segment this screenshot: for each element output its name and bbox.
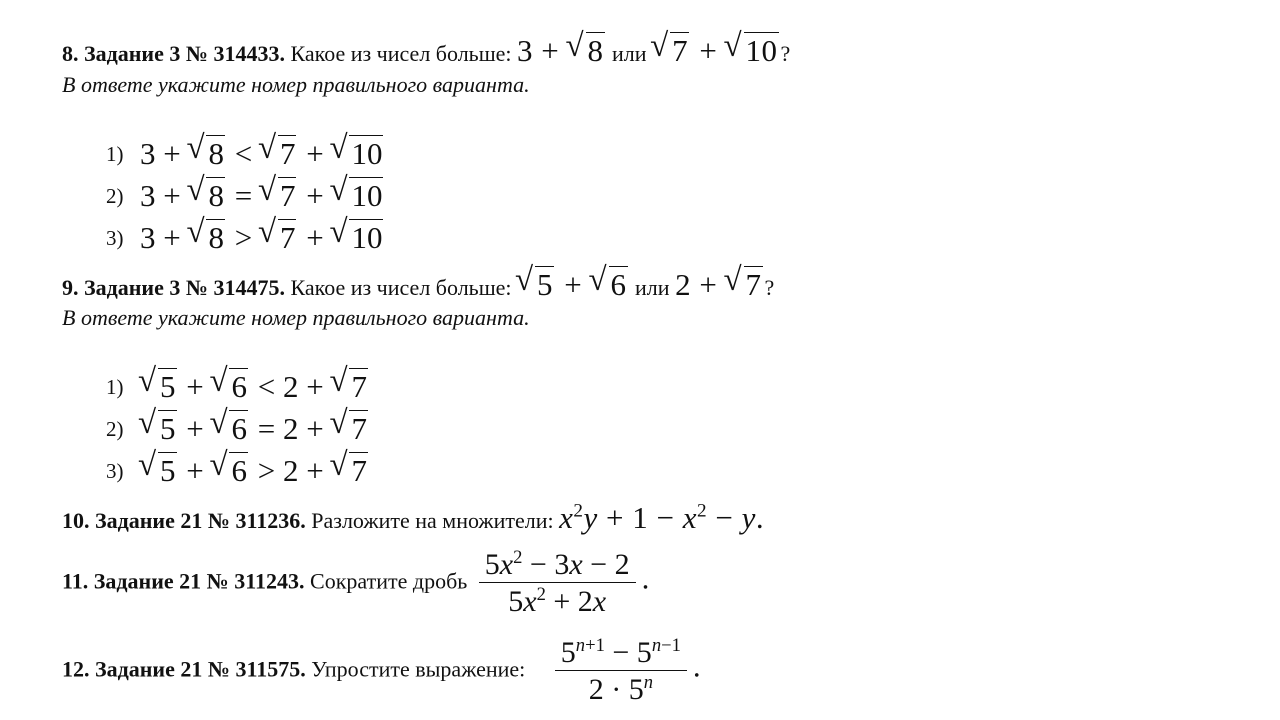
problem-8-options [106,133,385,259]
problem-11-end: . [641,560,650,596]
problem-12-heading: 12. Задание 21 № 311575. [62,656,306,682]
problem-11-question [62,547,650,618]
problem-12-denominator: $2 \cdot 5^n$ [588,672,653,706]
problem-9-option-1: 1)√ 5 + √ 6 < 2 + √ 7 [106,366,370,408]
problem-8-question [62,33,791,69]
problem-9-heading: 9. Задание 3 № 314475. [62,275,285,300]
problem-9-text: Какое из чисел больше: [290,275,512,300]
problem-8-expr-b: √ 7 + √ 10 [652,33,780,68]
problem-8-instruction: В ответе укажите номер правильного варианта. [62,72,530,97]
problem-9-instruction: В ответе укажите номер правильного варианта. [62,305,530,330]
problem-12-fraction [555,635,687,706]
problem-9-connector: или [635,275,670,300]
problem-10-expression: $x^2y + 1 - x^2 - y$ [559,500,756,535]
problem-10-question [62,500,765,536]
problem-8-text: Какое из чисел больше: [290,41,512,66]
problem-10-text: Разложите на множители: [311,508,554,533]
problem-9-expr-a: √ 5 + √ 6 [517,267,629,302]
problem-9-question [62,267,775,303]
problem-10-heading: 10. Задание 21 № 311236. [62,508,306,533]
problem-11-heading: 11. Задание 21 № 311243. [62,568,305,594]
problem-11-fraction [479,547,636,618]
problem-8-connector: или [612,41,647,66]
problem-9-end: ? [764,275,775,300]
problem-8-end: ? [780,41,791,66]
problem-9-expr-b: 2 + √ 7 [675,267,764,302]
problem-8-option-1: 1) 3 + √ 8 < √ 7 + √ 10 [106,133,385,175]
problem-9-option-3: 3)√ 5 + √ 6 > 2 + √ 7 [106,450,370,492]
problem-8-option-2: 2) 3 + √ 8 = √ 7 + √ 10 [106,175,385,217]
problem-8-option-3: 3) 3 + √ 8 > √ 7 + √ 10 [106,217,385,259]
problem-11-text: Сократите дробь [310,568,468,594]
problem-12-end: . [692,648,702,684]
problem-12-text: Упростите выражение: [311,656,526,682]
problem-10-end: . [755,500,765,535]
problem-11-numerator: $5x^2 - 3x - 2$ [479,550,636,583]
problem-12-numerator: $5^{n+1} - 5^{n-1}$ [555,638,687,671]
problem-9-option-2: 2)√ 5 + √ 6 = 2 + √ 7 [106,408,370,450]
problem-8-expr-a: 3 + √ 8 [517,33,606,68]
problem-8-heading: 8. Задание 3 № 314433. [62,41,285,66]
problem-9-options [106,366,370,492]
problem-12-question [62,635,702,706]
problem-11-denominator: $5x^2 + 2x$ [508,584,607,618]
